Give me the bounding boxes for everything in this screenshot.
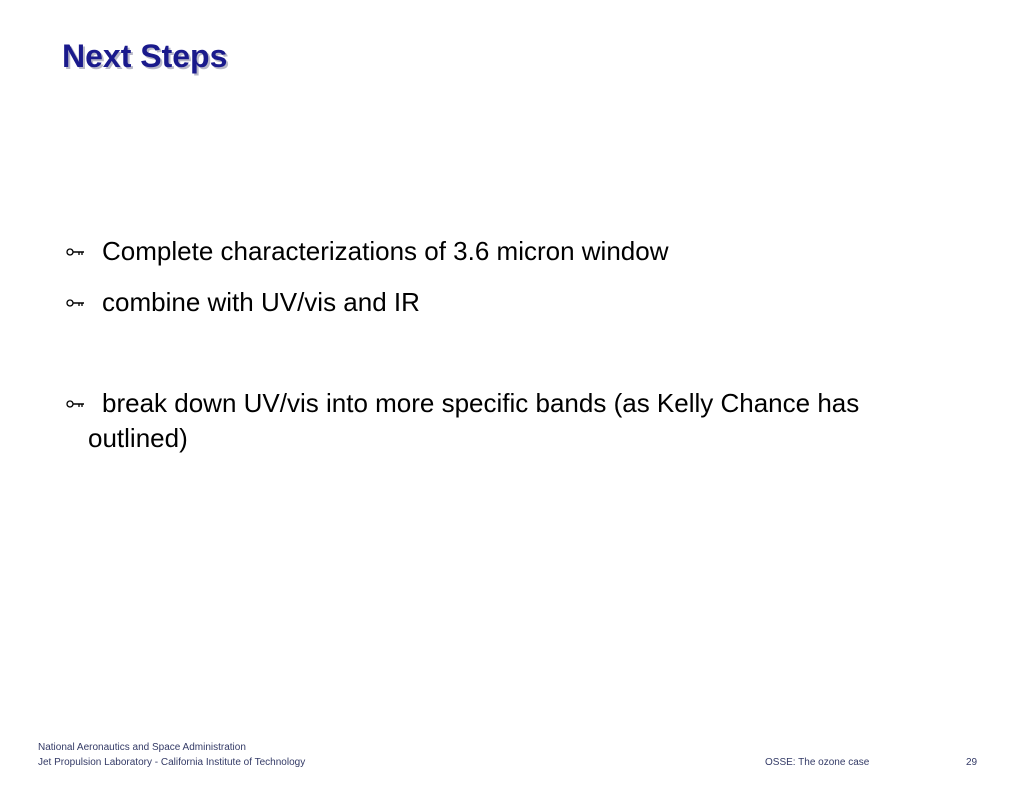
bullet-text: break down UV/vis into more specific bands (as Kelly Chance has outlined) [88,388,860,453]
bullet-text: Complete characterizations of 3.6 micron window [102,236,669,266]
key-icon [64,386,88,421]
footer-presentation-title: OSSE: The ozone case [765,757,870,768]
bullet-item [64,386,954,456]
slide-title: Next Steps [62,38,228,74]
page-number: 29 [966,757,978,768]
bullet-item [64,285,954,320]
footer-line-jpl: Jet Propulsion Laboratory - California Institute of Technology [38,757,306,768]
footer-line-nasa: National Aeronautics and Space Administration [38,742,246,753]
footer-organization [38,740,305,770]
key-icon [64,285,88,320]
bullet-text: combine with UV/vis and IR [102,287,420,317]
key-icon [64,234,88,269]
bullet-item [64,234,954,269]
